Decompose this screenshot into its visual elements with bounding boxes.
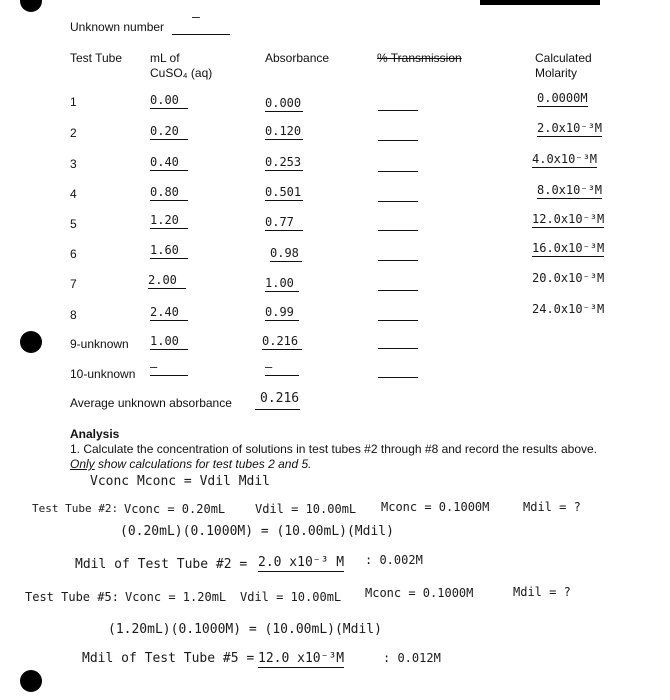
punch-hole-top xyxy=(20,0,42,12)
punch-hole-bottom xyxy=(20,670,42,692)
tube-number: 5 xyxy=(70,217,77,231)
top-right-mark xyxy=(480,0,600,5)
note-rest: show calculations for test tubes 2 and 5. xyxy=(94,457,312,471)
absorbance-value: 0.000 xyxy=(265,96,302,110)
tt2-result-decimal: : 0.002M xyxy=(365,553,423,567)
transmission-blank xyxy=(378,320,418,321)
unknown-number-value: — xyxy=(192,10,200,25)
molarity-value: 4.0x10⁻³M xyxy=(532,152,598,166)
col-test-tube: Test Tube xyxy=(70,51,123,65)
tt5-result-label: Mdil of Test Tube #5 = xyxy=(82,651,255,666)
ml-value: 0.80 xyxy=(150,185,188,201)
ml-value: 0.40 xyxy=(150,155,188,171)
transmission-blank xyxy=(378,290,418,291)
tube-number: 9-unknown xyxy=(70,337,129,351)
unknown-number-line xyxy=(172,34,230,35)
absorbance-value: 1.00 xyxy=(265,276,299,292)
absorbance-value: 0.216 xyxy=(262,334,302,350)
unknown-number-label xyxy=(70,20,164,34)
col-molarity-line2: Molarity xyxy=(535,66,578,80)
molarity-value: 0.0000M xyxy=(537,91,588,105)
absorbance-value: 0.98 xyxy=(270,246,302,262)
ml-value: 2.00 xyxy=(148,273,186,289)
molarity-value: 20.0x10⁻³M xyxy=(532,271,605,285)
absorbance-value: 0.120 xyxy=(265,124,302,138)
tube-number: 8 xyxy=(70,308,77,322)
molarity-value: 8.0x10⁻³M xyxy=(537,183,603,197)
tube-number: 10-unknown xyxy=(70,367,136,381)
absorbance-value: 0.77 xyxy=(265,215,303,231)
transmission-blank xyxy=(378,377,418,378)
molarity-value: 2.0x10⁻³M xyxy=(537,121,603,135)
tt5-result-value: 12.0 x10⁻³M xyxy=(258,651,345,666)
tt2-vdil: Vdil = 10.00mL xyxy=(255,502,357,516)
tube-number: 2 xyxy=(70,126,77,140)
col-ml-line2: CuSO₄ (aq) xyxy=(150,66,213,80)
tt5-vconc: Vconc = 1.20mL xyxy=(125,590,227,604)
unknown-number-text: Unknown number xyxy=(70,20,165,34)
absorbance-value: 0.501 xyxy=(265,185,302,199)
transmission-blank xyxy=(378,201,418,202)
absorbance-value: 0.99 xyxy=(265,305,299,321)
tube-number: 7 xyxy=(70,277,77,291)
punch-hole-middle xyxy=(20,331,42,353)
ml-value: 0.20 xyxy=(150,124,188,140)
tt2-mdil: Mdil = ? xyxy=(523,500,581,514)
tube-number: 6 xyxy=(70,247,77,261)
analysis-question-1-note xyxy=(70,457,311,471)
tt5-vdil: Vdil = 10.00mL xyxy=(240,590,342,604)
average-absorbance-line xyxy=(255,409,300,410)
col-ml-line1: mL of xyxy=(150,51,180,65)
tt5-mconc: Mconc = 0.1000M xyxy=(365,586,474,600)
absorbance-value: — xyxy=(265,360,299,376)
tube-number: 1 xyxy=(70,95,77,109)
analysis-title: Analysis xyxy=(70,427,120,441)
transmission-blank xyxy=(378,171,418,172)
transmission-blank xyxy=(378,140,418,141)
ml-value: 1.60 xyxy=(150,243,188,259)
tt2-mconc: Mconc = 0.1000M xyxy=(381,500,490,514)
dilution-formula: Vconc Mconc = Vdil Mdil xyxy=(90,474,271,489)
ml-value: 2.40 xyxy=(150,305,188,321)
tt5-mdil: Mdil = ? xyxy=(513,585,571,599)
tube-number: 4 xyxy=(70,187,77,201)
transmission-blank xyxy=(378,230,418,231)
average-unknown-absorbance-label: Average unknown absorbance xyxy=(70,396,232,410)
col-absorbance: Absorbance xyxy=(265,51,330,65)
ml-value: 0.00 xyxy=(150,93,188,109)
tt2-result-value: 2.0 x10⁻³ M xyxy=(258,555,345,570)
average-unknown-absorbance-value: 0.216 xyxy=(260,391,300,406)
molarity-value: 24.0x10⁻³M xyxy=(532,302,605,316)
tt5-equation: (1.20mL)(0.1000M) = (10.00mL)(Mdil) xyxy=(108,622,382,637)
ml-value: 1.00 xyxy=(150,334,188,350)
tt2-vconc: Vconc = 0.20mL xyxy=(124,502,226,516)
only-emphasis: Only xyxy=(70,457,95,471)
tt2-label: Test Tube #2: xyxy=(32,502,119,515)
transmission-blank xyxy=(378,348,418,349)
analysis-question-1: 1. Calculate the concentration of solutions in test tubes #2 through #8 and record the results above. xyxy=(70,442,597,456)
molarity-value: 12.0x10⁻³M xyxy=(532,212,605,226)
molarity-value: 16.0x10⁻³M xyxy=(532,241,605,255)
ml-value: — xyxy=(150,360,188,376)
absorbance-value: 0.253 xyxy=(265,155,302,169)
tt2-result-label: Mdil of Test Tube #2 = xyxy=(75,557,248,572)
col-transmission: % Transmission xyxy=(377,51,462,65)
tt2-equation: (0.20mL)(0.1000M) = (10.00mL)(Mdil) xyxy=(120,524,394,539)
tt5-result-decimal: : 0.012M xyxy=(383,651,441,665)
transmission-blank xyxy=(378,260,418,261)
ml-value: 1.20 xyxy=(150,213,188,229)
col-molarity-line1: Calculated xyxy=(535,51,592,65)
tt5-label: Test Tube #5: xyxy=(25,590,119,604)
transmission-blank xyxy=(378,110,418,111)
tube-number: 3 xyxy=(70,157,77,171)
